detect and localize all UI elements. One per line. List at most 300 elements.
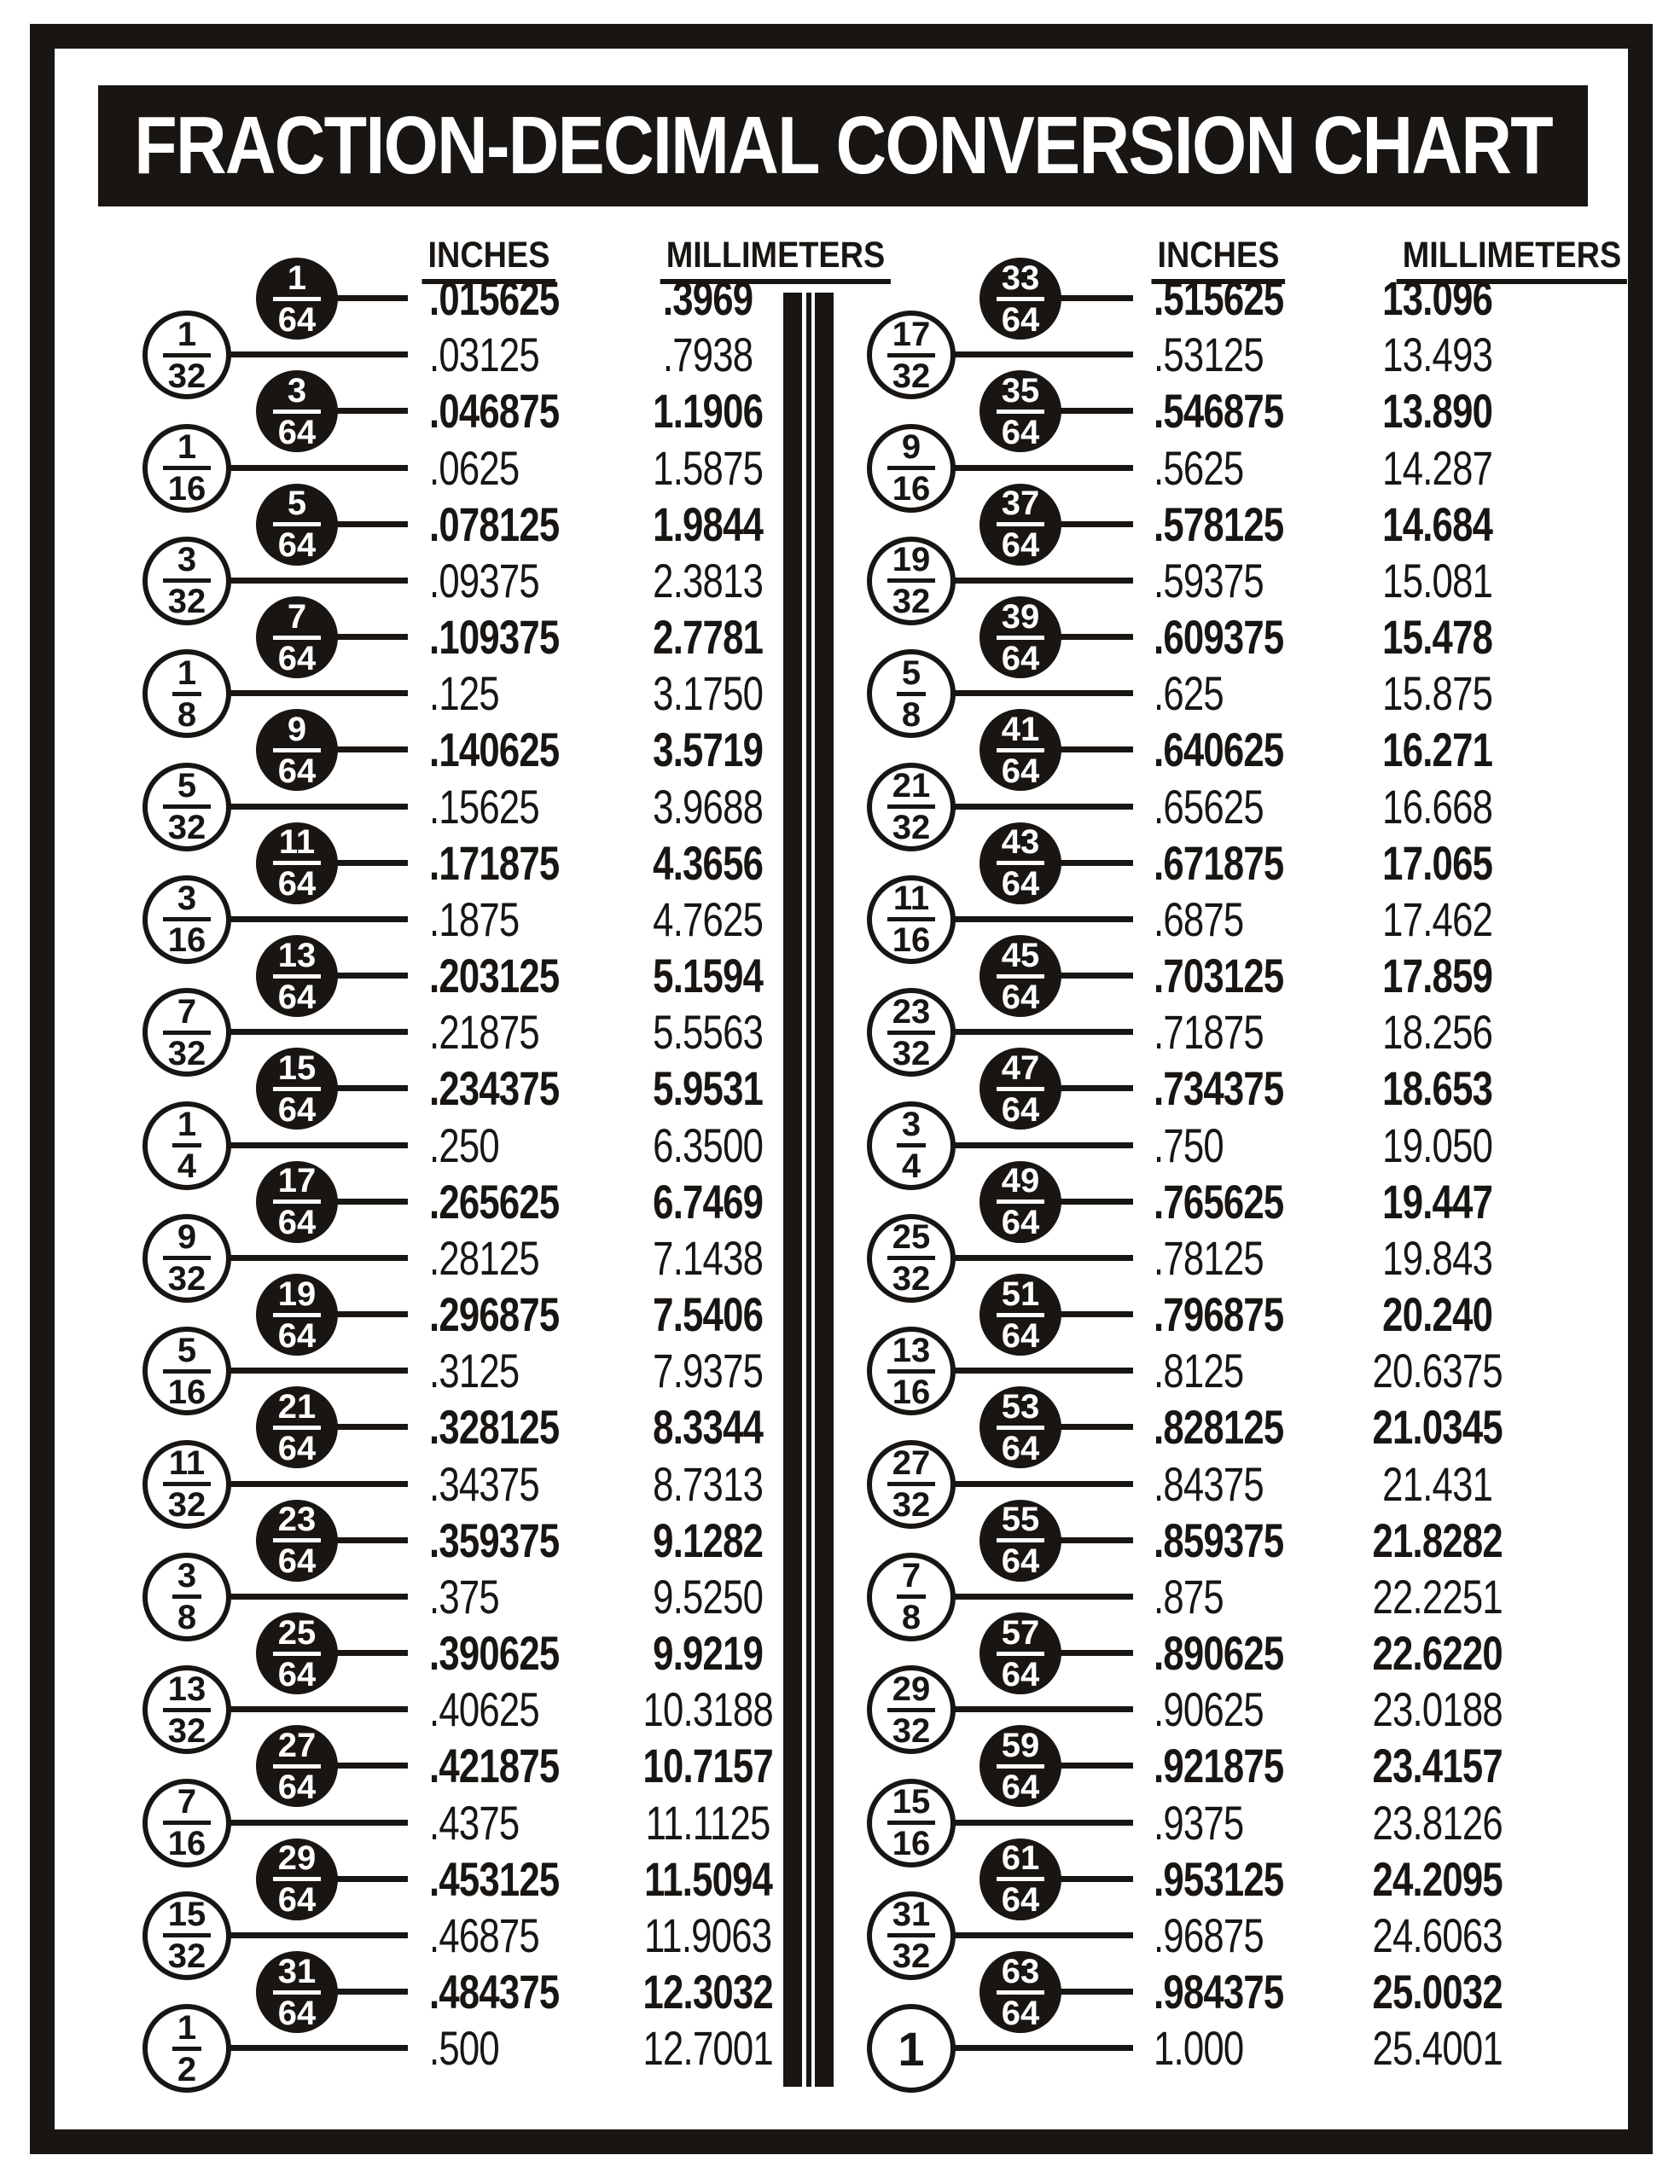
inches-value-text: .484375 <box>429 1965 560 2019</box>
connector-line <box>229 1594 408 1600</box>
fraction-numerator: 15 <box>167 1896 206 1934</box>
millimeters-value <box>563 1569 853 1625</box>
fraction-denominator: 32 <box>887 1933 936 1972</box>
fraction-label <box>163 1218 212 1298</box>
millimeters-value <box>563 1625 853 1682</box>
connector-line <box>334 1876 408 1882</box>
fraction-badge <box>980 1386 1061 1468</box>
connector-line <box>1058 746 1133 752</box>
inches-value-text: .375 <box>429 1569 499 1623</box>
fraction-denominator: 64 <box>997 636 1045 675</box>
left-millimeters-header: MILLIMETERS <box>644 237 906 284</box>
title-bar <box>98 85 1588 206</box>
millimeters-value-text: 21.8282 <box>1372 1513 1503 1567</box>
fraction-numerator: 9 <box>287 710 307 748</box>
inches-value-text: .953125 <box>1154 1851 1284 1906</box>
fraction-badge <box>256 1838 338 1920</box>
inches-value-text: .28125 <box>429 1230 539 1285</box>
connector-line <box>334 521 408 527</box>
millimeters-value <box>1293 270 1583 327</box>
fraction-denominator: 32 <box>163 1031 212 1070</box>
connector-line <box>229 351 408 357</box>
fraction-badge <box>256 1612 338 1694</box>
inches-value <box>429 779 570 835</box>
fraction-numerator: 21 <box>892 767 931 805</box>
fraction-numerator: 5 <box>177 767 197 805</box>
page-title: FRACTION-DECIMAL CONVERSION CHART <box>134 100 1552 191</box>
connector-line <box>953 578 1133 584</box>
millimeters-value-text: 14.287 <box>1382 440 1493 495</box>
millimeters-value <box>1293 1060 1583 1117</box>
fraction-denominator: 16 <box>887 1821 936 1860</box>
millimeters-value-text: 11.5094 <box>643 1851 773 1906</box>
fraction-numerator: 49 <box>1001 1162 1040 1200</box>
connector-line <box>1058 1763 1133 1769</box>
inches-value <box>1154 1456 1294 1513</box>
inches-value-text: .671875 <box>1154 835 1284 890</box>
fraction-numerator: 59 <box>1001 1726 1040 1764</box>
inches-value-text: .765625 <box>1154 1174 1284 1228</box>
millimeters-value <box>563 948 853 1004</box>
fraction-numerator: 15 <box>277 1048 317 1087</box>
fraction-badge <box>142 1327 231 1415</box>
connector-line <box>334 1763 408 1769</box>
fraction-numerator: 5 <box>177 1331 197 1369</box>
fraction-label <box>897 1557 926 1637</box>
fraction-badge <box>256 822 338 904</box>
fraction-label <box>897 653 926 734</box>
fraction-badge <box>867 537 956 625</box>
fraction-numerator: 13 <box>277 936 317 974</box>
connector-line <box>334 1424 408 1430</box>
fraction-label <box>273 1726 322 1806</box>
fraction-denominator: 64 <box>273 297 322 336</box>
connector-line <box>334 1989 408 1995</box>
fraction-denominator: 64 <box>997 1652 1045 1691</box>
connector-line <box>953 1142 1133 1148</box>
inches-value <box>429 1004 570 1060</box>
connector-line <box>1058 521 1133 527</box>
fraction-badge <box>142 875 231 964</box>
fraction-label <box>887 767 936 847</box>
inches-value-text: .3125 <box>429 1344 520 1398</box>
fraction-numerator: 3 <box>177 1557 197 1595</box>
millimeters-value-text: 9.9219 <box>653 1626 764 1681</box>
fraction-denominator: 64 <box>273 1764 322 1804</box>
millimeters-value-text: 3.9688 <box>653 779 764 834</box>
millimeters-value-text: 13.890 <box>1382 384 1493 439</box>
fraction-numerator: 31 <box>277 1952 317 1990</box>
inches-value-text: .65625 <box>1154 779 1264 834</box>
connector-line <box>1058 1311 1133 1317</box>
millimeters-value <box>1293 497 1583 553</box>
millimeters-value-text: 21.431 <box>1382 1456 1493 1511</box>
fraction-badge <box>867 1779 956 1867</box>
inches-value <box>1154 1795 1269 1851</box>
inches-value <box>1154 1343 1269 1399</box>
fraction-badge <box>980 1500 1061 1582</box>
fraction-numerator: 47 <box>1001 1048 1040 1087</box>
connector-line <box>334 1537 408 1543</box>
connector-line <box>953 1932 1133 1938</box>
fraction-badge <box>867 2004 956 2093</box>
fraction-numerator: 3 <box>177 541 197 579</box>
fraction-numerator: 25 <box>892 1218 931 1257</box>
fraction-numerator: 63 <box>1001 1952 1040 1990</box>
millimeters-value-text: 11.1125 <box>646 1795 770 1850</box>
inches-value-text: .203125 <box>429 949 560 1003</box>
inches-value-text: .015625 <box>429 271 560 325</box>
inches-value <box>1154 553 1294 609</box>
fraction-badge <box>980 258 1061 340</box>
fraction-badge <box>142 988 231 1077</box>
connector-line <box>229 690 408 696</box>
millimeters-value-text: 9.1282 <box>653 1513 764 1567</box>
millimeters-value <box>563 1908 853 1964</box>
millimeters-value-text: 5.9531 <box>653 1061 764 1116</box>
millimeters-value-text: 2.7781 <box>653 610 764 665</box>
fraction-badge <box>256 1500 338 1582</box>
millimeters-value-text: 3.1750 <box>653 666 764 721</box>
millimeters-value <box>563 835 853 892</box>
millimeters-value <box>563 1174 853 1230</box>
inches-value <box>429 1908 570 1964</box>
inches-value-text: .750 <box>1154 1118 1224 1172</box>
fraction-badge <box>256 935 338 1017</box>
fraction-numerator: 27 <box>277 1726 317 1764</box>
fraction-label <box>997 823 1045 903</box>
inches-value <box>429 2020 519 2077</box>
inches-value <box>429 665 519 722</box>
fraction-denominator: 4 <box>897 1143 926 1182</box>
fraction-badge <box>867 1101 956 1190</box>
fraction-numerator: 23 <box>277 1501 317 1539</box>
connector-line <box>229 1932 408 1938</box>
inches-value-text: .859375 <box>1154 1513 1284 1567</box>
fraction-badge <box>142 1779 231 1867</box>
inches-value <box>1154 440 1269 497</box>
millimeters-value <box>1293 2020 1583 2077</box>
inches-value-text: .546875 <box>1154 384 1284 439</box>
fraction-badge <box>867 649 956 738</box>
millimeters-value <box>1293 1343 1583 1399</box>
inches-value-text: .625 <box>1154 666 1224 721</box>
fraction-denominator: 32 <box>163 804 212 844</box>
connector-line <box>229 1481 408 1487</box>
connector-line <box>229 1029 408 1035</box>
fraction-numerator: 5 <box>901 653 921 692</box>
fraction-label <box>898 2021 925 2076</box>
fraction-badge <box>142 1440 231 1529</box>
fraction-label <box>163 1670 212 1750</box>
inches-value-text: .125 <box>429 666 499 721</box>
millimeters-value-text: 20.6375 <box>1372 1344 1503 1398</box>
fraction-numerator: 39 <box>1001 597 1040 636</box>
connector-line <box>1058 1989 1133 1995</box>
fraction-label <box>273 258 322 339</box>
inches-value <box>1154 1908 1294 1964</box>
millimeters-value-text: 20.240 <box>1382 1287 1493 1342</box>
connector-line <box>334 634 408 640</box>
fraction-badge <box>980 1274 1061 1356</box>
millimeters-value <box>1293 1795 1583 1851</box>
millimeters-value-text: 19.447 <box>1382 1174 1493 1228</box>
fraction-denominator: 64 <box>997 861 1045 900</box>
millimeters-value-text: .7938 <box>663 328 753 382</box>
connector-line <box>953 916 1133 922</box>
inches-value <box>1154 779 1294 835</box>
fraction-badge <box>867 1440 956 1529</box>
fraction-numerator: 7 <box>287 597 307 636</box>
fraction-numerator: 1 <box>287 258 307 297</box>
fraction-denominator: 8 <box>897 692 926 731</box>
millimeters-value-text: 1.9844 <box>653 497 764 551</box>
inches-value <box>1154 1118 1243 1174</box>
fraction-denominator: 64 <box>997 1313 1045 1352</box>
fraction-label <box>887 1331 936 1411</box>
fraction-label <box>273 1501 322 1581</box>
millimeters-value <box>563 1060 853 1117</box>
millimeters-value <box>563 553 853 609</box>
fraction-denominator: 32 <box>887 353 936 392</box>
inches-value-text: .875 <box>1154 1569 1224 1623</box>
fraction-denominator: 64 <box>273 1426 322 1465</box>
fraction-label <box>997 1839 1045 1920</box>
fraction-denominator: 32 <box>887 578 936 618</box>
millimeters-value <box>563 440 853 497</box>
connector-line <box>229 2045 408 2051</box>
fraction-label <box>887 1783 936 1863</box>
fraction-numerator: 27 <box>892 1444 931 1483</box>
millimeters-value-text: 7.1438 <box>653 1230 764 1285</box>
connector-line <box>953 1255 1133 1261</box>
fraction-denominator: 16 <box>163 1369 212 1409</box>
connector-line <box>1058 1876 1133 1882</box>
fraction-numerator: 43 <box>1001 823 1040 862</box>
inches-value <box>429 1343 544 1399</box>
fraction-badge <box>142 649 231 738</box>
connector-line <box>229 1368 408 1374</box>
millimeters-value <box>1293 1908 1583 1964</box>
fraction-badge <box>256 1048 338 1130</box>
inches-value <box>429 1795 544 1851</box>
millimeters-value <box>563 1964 853 2020</box>
connector-line <box>334 746 408 752</box>
fraction-numerator: 13 <box>167 1670 206 1708</box>
fraction-denominator: 32 <box>163 1933 212 1972</box>
inches-value-text: .250 <box>429 1118 499 1172</box>
fraction-badge <box>867 988 956 1077</box>
inches-value-text: .6875 <box>1154 892 1244 946</box>
fraction-label <box>887 428 936 508</box>
connector-line <box>953 351 1133 357</box>
inches-value-text: .21875 <box>429 1005 539 1060</box>
millimeters-value <box>1293 1174 1583 1230</box>
connector-line <box>1058 1199 1133 1205</box>
millimeters-value-text: 11.9063 <box>644 1908 772 1962</box>
fraction-badge <box>142 1553 231 1641</box>
fraction-denominator: 64 <box>997 1990 1045 2030</box>
fraction-badge <box>142 311 231 399</box>
inches-value-text: .4375 <box>429 1795 520 1850</box>
millimeters-value-text: 5.1594 <box>653 949 764 1003</box>
fraction-badge <box>867 1327 956 1415</box>
inches-value <box>1154 2020 1269 2077</box>
inches-value <box>1154 892 1269 948</box>
fraction-label <box>273 1839 322 1920</box>
fraction-numerator: 1 <box>177 2008 197 2047</box>
fraction-label <box>163 992 212 1072</box>
fraction-numerator: 11 <box>892 880 930 918</box>
fraction-denominator: 64 <box>273 636 322 675</box>
fraction-badge <box>256 1386 338 1468</box>
millimeters-value <box>563 1851 853 1908</box>
fraction-denominator: 32 <box>887 804 936 844</box>
connector-line <box>229 1820 408 1826</box>
fraction-denominator: 64 <box>273 1087 322 1126</box>
fraction-label <box>163 1896 212 1976</box>
connector-line <box>953 2045 1133 2051</box>
inches-value-text: .1875 <box>429 892 520 946</box>
fraction-numerator: 45 <box>1001 936 1040 974</box>
fraction-numerator: 7 <box>177 1783 197 1821</box>
fraction-badge <box>980 370 1061 452</box>
fraction-denominator: 64 <box>273 522 322 561</box>
inches-value-text: .0625 <box>429 440 520 495</box>
fraction-denominator: 8 <box>897 1594 926 1634</box>
inches-value <box>429 1569 519 1625</box>
millimeters-value-text: 13.493 <box>1382 328 1493 382</box>
millimeters-value-text: 8.7313 <box>653 1456 764 1511</box>
fraction-numerator: 11 <box>168 1444 206 1483</box>
millimeters-value <box>1293 1513 1583 1569</box>
inches-value-text: .453125 <box>429 1851 560 1906</box>
fraction-denominator: 32 <box>887 1482 936 1521</box>
millimeters-value-text: 23.8126 <box>1372 1795 1503 1850</box>
inches-value <box>1154 1569 1243 1625</box>
millimeters-value <box>563 1343 853 1399</box>
fraction-numerator: 1 <box>177 315 197 353</box>
inches-value-text: .265625 <box>429 1174 560 1228</box>
fraction-numerator: 19 <box>277 1275 317 1313</box>
fraction-badge <box>256 258 338 340</box>
fraction-numerator: 17 <box>277 1162 317 1200</box>
fraction-label <box>997 1613 1045 1693</box>
fraction-badge <box>867 763 956 851</box>
fraction-denominator: 4 <box>172 1143 201 1182</box>
inches-value-text: .359375 <box>429 1513 560 1567</box>
millimeters-value <box>1293 1456 1583 1513</box>
millimeters-value-text: 10.3188 <box>642 1682 774 1737</box>
fraction-numerator: 21 <box>277 1387 317 1426</box>
inches-value-text: .828125 <box>1154 1400 1284 1455</box>
fraction-label <box>163 1444 212 1525</box>
millimeters-value <box>563 1682 853 1738</box>
fraction-numerator: 61 <box>1001 1839 1040 1878</box>
right-inches-header: INCHES <box>1142 237 1294 284</box>
fraction-badge <box>142 2004 231 2093</box>
inches-value <box>1154 1682 1294 1738</box>
millimeters-value-text: 18.653 <box>1382 1061 1493 1116</box>
inches-value-text: .8125 <box>1154 1344 1244 1398</box>
inches-value-text: .34375 <box>429 1456 539 1511</box>
millimeters-value <box>563 665 853 722</box>
inches-value-text: .59375 <box>1154 553 1264 607</box>
fraction-denominator: 64 <box>997 1877 1045 1916</box>
millimeters-value <box>1293 1738 1583 1794</box>
millimeters-value-text: 22.2251 <box>1372 1569 1503 1623</box>
millimeters-value <box>1293 327 1583 383</box>
inches-value-text: .40625 <box>429 1682 539 1737</box>
connector-line <box>229 916 408 922</box>
fraction-numerator: 57 <box>1001 1613 1040 1652</box>
inches-value <box>429 440 544 497</box>
fraction-label <box>163 767 212 847</box>
inches-value-text: .421875 <box>429 1739 560 1793</box>
millimeters-value-text: 3.5719 <box>653 723 764 777</box>
inches-value-text: .578125 <box>1154 497 1284 551</box>
fraction-label <box>273 1613 322 1693</box>
millimeters-value-text: 1.5875 <box>653 440 764 495</box>
connector-line <box>953 1706 1133 1712</box>
millimeters-value-text: 12.7001 <box>642 2021 774 2076</box>
millimeters-value <box>563 1004 853 1060</box>
inches-value-text: .046875 <box>429 384 560 439</box>
fraction-numerator: 5 <box>287 485 307 523</box>
millimeters-value-text: 19.843 <box>1382 1230 1493 1285</box>
inches-value <box>1154 1230 1294 1287</box>
fraction-denominator: 32 <box>163 1256 212 1295</box>
millimeters-value-text: 8.3344 <box>653 1400 764 1455</box>
millimeters-value <box>563 497 853 553</box>
fraction-label <box>887 541 936 621</box>
millimeters-value-text: 15.478 <box>1382 610 1493 665</box>
millimeters-value <box>1293 553 1583 609</box>
millimeters-value <box>1293 1851 1583 1908</box>
fraction-label <box>273 1275 322 1355</box>
fraction-badge <box>142 424 231 513</box>
millimeters-value <box>563 1795 853 1851</box>
fraction-label <box>997 1275 1045 1355</box>
fraction-badge <box>980 484 1061 566</box>
fraction-denominator: 16 <box>887 1369 936 1409</box>
fraction-denominator: 32 <box>163 578 212 618</box>
millimeters-value <box>1293 440 1583 497</box>
fraction-denominator: 16 <box>887 917 936 956</box>
millimeters-value <box>563 1738 853 1794</box>
millimeters-value <box>1293 779 1583 835</box>
fraction-denominator: 32 <box>887 1708 936 1747</box>
inches-value <box>429 1682 570 1738</box>
millimeters-value <box>563 609 853 665</box>
connector-line <box>1058 1650 1133 1656</box>
fraction-label <box>997 710 1045 790</box>
fraction-label <box>887 1218 936 1298</box>
millimeters-value <box>1293 383 1583 439</box>
fraction-numerator: 25 <box>277 1613 317 1652</box>
millimeters-value-text: 6.3500 <box>653 1118 764 1172</box>
fraction-numerator: 11 <box>278 823 316 862</box>
fraction-badge <box>142 1214 231 1303</box>
connector-line <box>334 860 408 866</box>
millimeters-value <box>563 1399 853 1455</box>
fraction-denominator: 8 <box>172 692 201 731</box>
fraction-denominator: 64 <box>273 974 322 1014</box>
connector-line <box>953 690 1133 696</box>
fraction-label <box>997 597 1045 677</box>
fraction-denominator: 64 <box>273 1313 322 1352</box>
fraction-denominator: 16 <box>163 1821 212 1860</box>
